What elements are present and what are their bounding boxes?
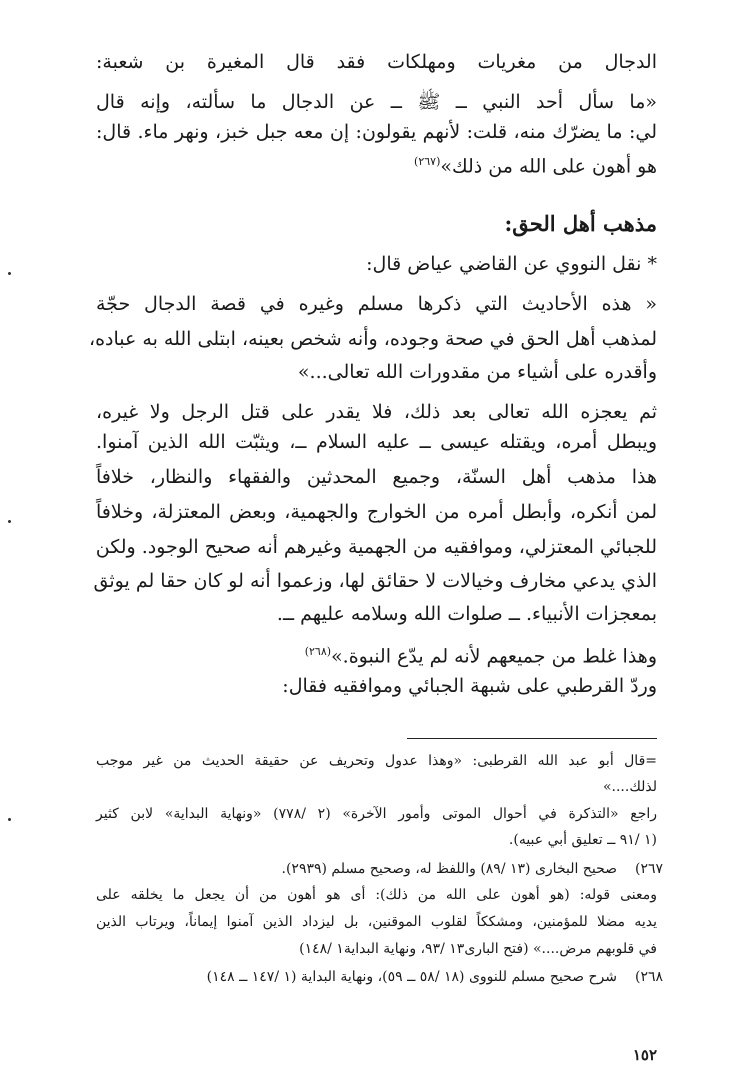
section-line-1: * نقل النووي عن القاضي عياض قال:	[366, 253, 657, 275]
footnote-267-line-4: في قلوبهم مرض....» (فتح البارى١٣ /٩٣، ونهاية البداية١ /١٤٨)	[299, 941, 657, 957]
section-line-12	[96, 638, 657, 670]
section-line-3: لمذهب أهل الحق في صحة وجوده، وأنه شخص بعينه، ابتلى الله به عباده،	[88, 328, 657, 350]
footnote-cont-line-1: =قال أبو عبد الله القرطبى: «وهذا عدول وتحريف عن حقيقة الحديث من غير موجب	[96, 753, 657, 769]
body-line-4-text: هو أهون على الله من ذلك»	[440, 155, 657, 178]
section-line-13: وردّ القرطبي على شبهة الجبائي وموافقيه فقال:	[282, 675, 657, 697]
section-line-11: بمعجزات الأنبياء. ــ صلوات الله وسلامه عليهم ــ.	[276, 603, 657, 625]
page-content	[88, 0, 663, 1072]
section-line-10: الذي يدعي مخارف وخيالات لا حقائق لها، وزعموا أنه لو كان حقا لم يوثق	[93, 570, 657, 592]
section-line-6: ويبطل أمره، ويقتله عيسى ــ عليه السلام ــ، ويثبّت الله الذين آمنوا.	[96, 431, 657, 453]
body-line-3: لي: ما يضرّك منه، قلت: لأنهم يقولون: إن معه جبل خبز، ونهر ماء. قال:	[96, 121, 657, 143]
footnote-ref-267: (٢٦٧)	[414, 155, 441, 168]
footnote-separator	[407, 738, 657, 739]
footnote-ref-268: (٢٦٨)	[304, 645, 332, 658]
footnote-cont-line-3: راجع «التذكرة في أحوال الموتى وأمور الآخرة» (٢ /٧٧٨) «ونهاية البداية» لابن كثير	[96, 806, 657, 822]
body-line-2: «ما سأل أحد النبي ــ ﷺ ــ عن الدجال ما سألته، وإنه قال	[96, 91, 657, 113]
footnote-267-line-2: ومعنى قوله: (هو أهون على الله من ذلك): أى هو أهون من أن يجعل ما يخلقه على	[96, 887, 657, 903]
footnote-267-number: ٢٦٧)	[634, 861, 663, 877]
footnote-267-line-3: يديه مضلا للمؤمنين، ومشككاً لقلوب الموقنين، بل ليزداد الذين آمنوا إيماناً، ويرتاب الذين	[96, 914, 657, 930]
footnote-268-number: ٢٦٨)	[634, 969, 663, 985]
footnote-268-line: شرح صحيح مسلم للنووى (١٨ /٥٨ ــ ٥٩)، ونهاية البداية (١ /١٤٧ ــ ١٤٨)	[206, 969, 617, 985]
section-line-5: ثم يعجزه الله تعالى بعد ذلك، فلا يقدر على قتل الرجل ولا غيره،	[96, 401, 657, 423]
section-line-12-text: وهذا غلط من جميعهم لأنه لم يدّع النبوة.»	[331, 645, 657, 668]
body-line-4	[96, 148, 657, 180]
section-heading: مذهب أهل الحق:	[504, 211, 657, 236]
scan-speck	[8, 520, 11, 523]
footnote-cont-line-2: لذلك....»	[602, 779, 657, 795]
scan-speck	[8, 818, 11, 821]
section-line-7: هذا مذهب أهل السنّة، وجميع المحدثين والفقهاء والنظار، خلافاً	[96, 466, 657, 488]
footnote-cont-line-4: (١ /٩١ ــ تعليق أبي عبيه).	[508, 832, 657, 848]
footnote-267-line-1: صحيح البخارى (١٣ /٨٩) واللفظ له، وصحيح مسلم (٢٩٣٩).	[281, 861, 617, 877]
section-line-2: « هذه الأحاديث التي ذكرها مسلم وغيره في قصة الدجال حجّة	[96, 293, 657, 315]
scan-speck	[8, 272, 11, 275]
page-number: ١٥٢	[632, 1046, 657, 1064]
section-line-4: وأقدره على أشياء من مقدورات الله تعالى...»	[297, 361, 657, 383]
section-line-8: لمن أنكره، وأبطل أمره من الخوارج والجهمية، وبعض المعتزلة، وخلافاً	[96, 501, 657, 523]
body-line-1: الدجال من مغريات ومهلكات فقد قال المغيرة بن شعبة:	[96, 51, 657, 73]
section-line-9: للجبائي المعتزلي، وموافقيه من الجهمية وغيرهم أنه صحيح الوجود. ولكن	[95, 536, 657, 558]
